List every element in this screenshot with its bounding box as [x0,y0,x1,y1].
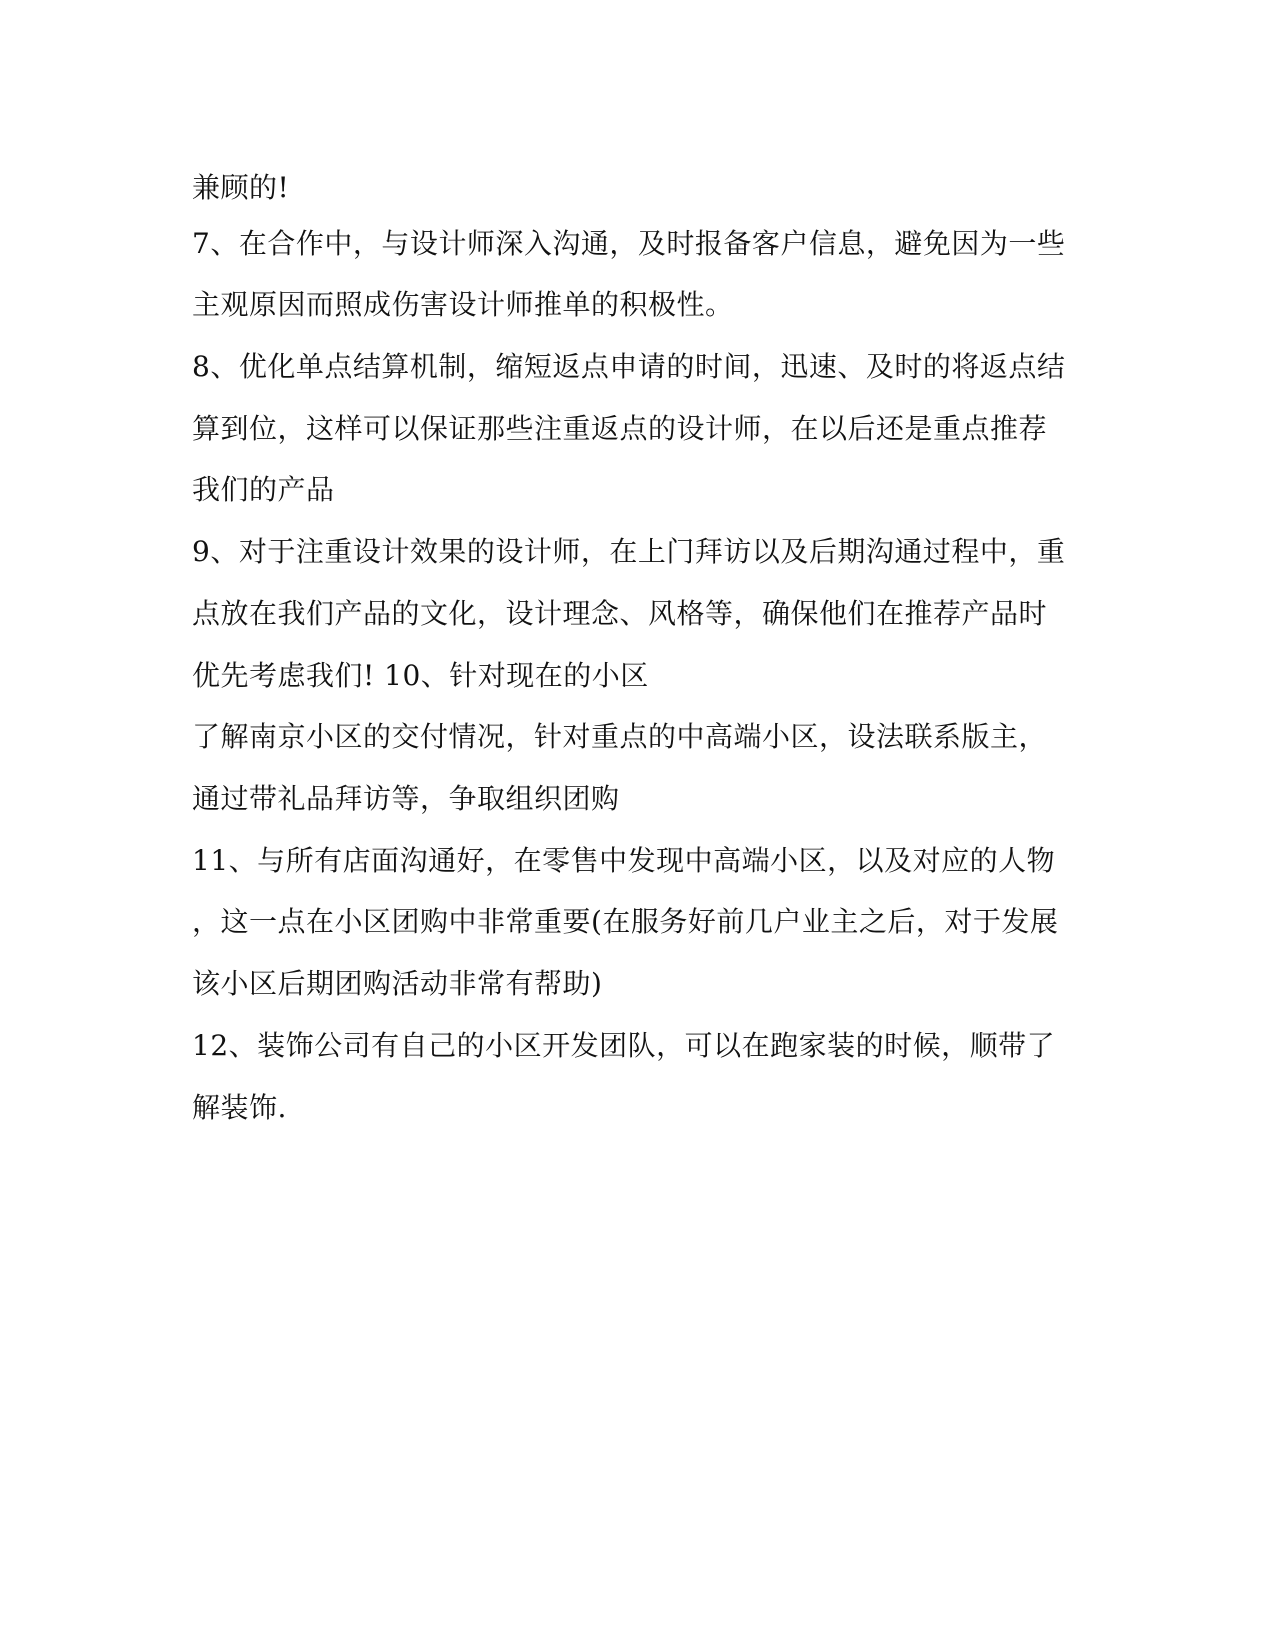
text-line: 该小区后期团购活动非常有帮助) [192,967,603,1000]
text-line: 我们的产品 [192,473,335,506]
text-line: 通过带礼品拜访等，争取组织团购 [192,782,620,815]
text-line: 12、装饰公司有自己的小区开发团队，可以在跑家装的时候，顺带了 [192,1029,1056,1062]
text-line: 9、对于注重设计效果的设计师，在上门拜访以及后期沟通过程中，重 [192,535,1066,568]
text-line: 点放在我们产品的文化，设计理念、风格等，确保他们在推荐产品时 [192,597,1048,630]
text-line: 8、优化单点结算机制，缩短返点申请的时间，迅速、及时的将返点结 [192,350,1066,383]
text-line: 解装饰. [192,1091,287,1124]
text-line: ，这一点在小区团购中非常重要(在服务好前几户业主之后，对于发展 [192,905,1059,938]
text-line: 优先考虑我们! 10、针对现在的小区 [192,659,649,692]
text-line: 算到位，这样可以保证那些注重返点的设计师，在以后还是重点推荐 [192,412,1048,445]
text-line: 了解南京小区的交付情况，针对重点的中高端小区，设法联系版主， [192,720,1048,753]
text-line: 兼顾的! [192,171,290,204]
text-line: 主观原因而照成伤害设计师推单的积极性。 [192,288,734,321]
text-line: 11、与所有店面沟通好，在零售中发现中高端小区，以及对应的人物 [192,844,1056,877]
text-line: 7、在合作中，与设计师深入沟通，及时报备客户信息，避免因为一些 [192,227,1066,260]
